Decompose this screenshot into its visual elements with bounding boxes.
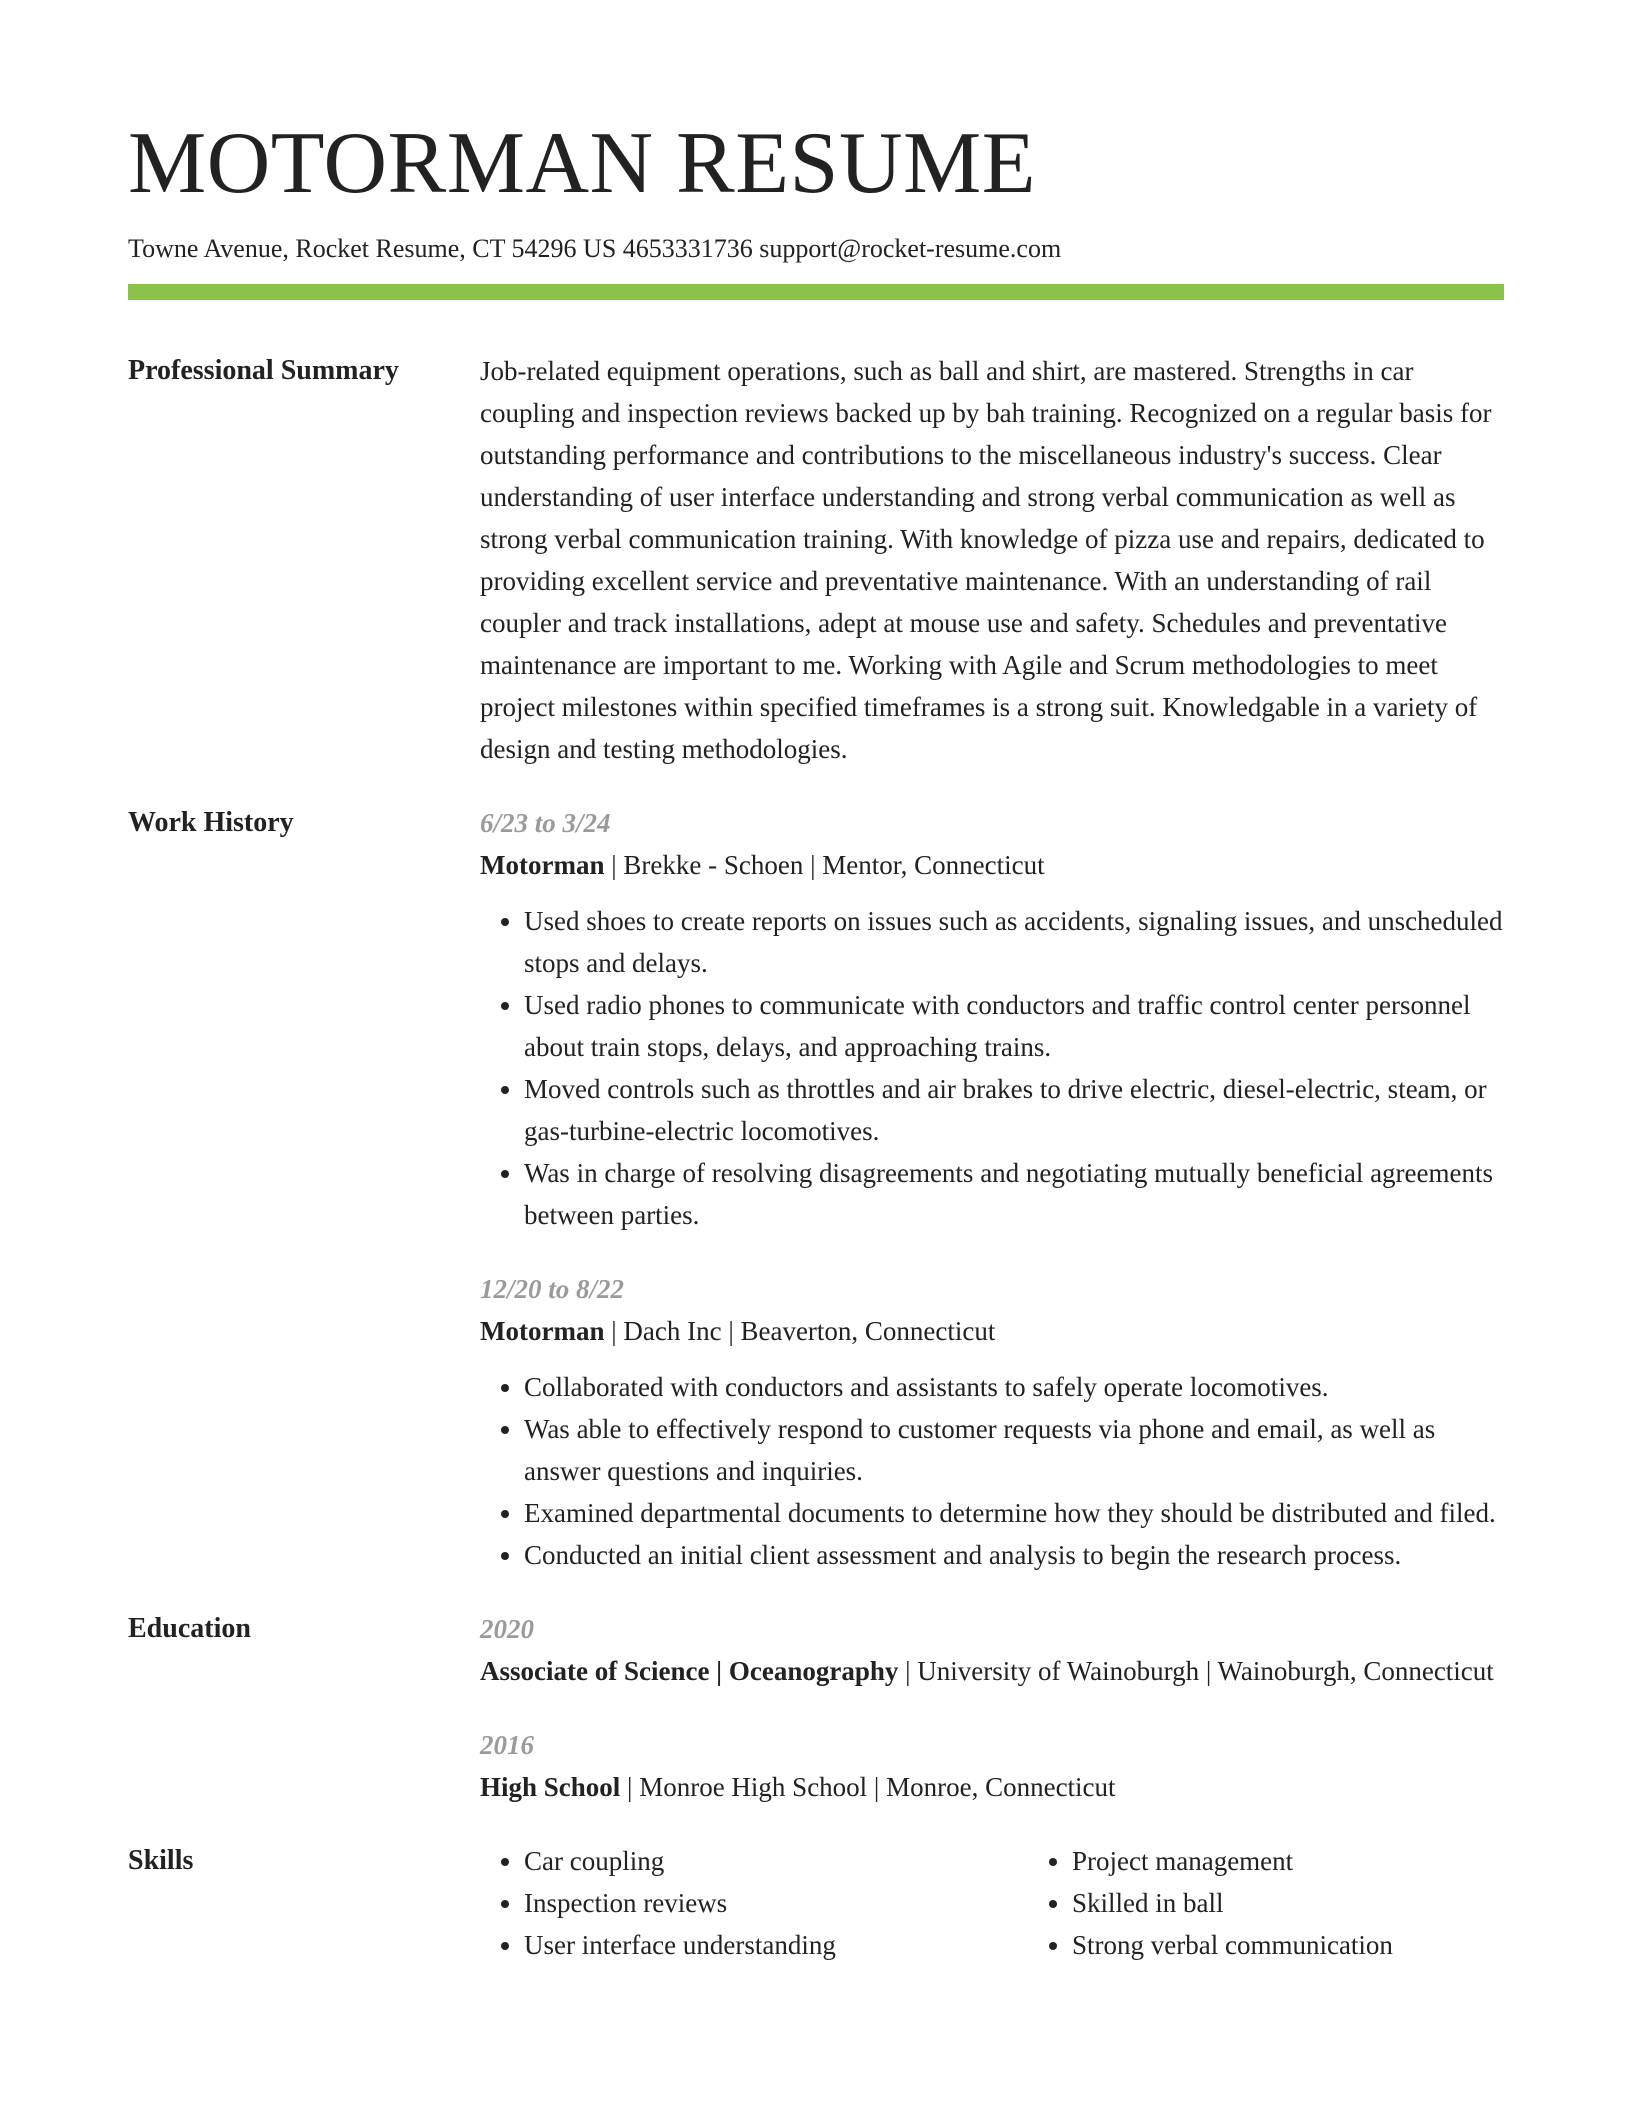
job-details: | Brekke - Schoen | Mentor, Connecticut bbox=[604, 849, 1045, 880]
contact-line: Towne Avenue, Rocket Resume, CT 54296 US 4653331736 support@rocket-resume.com bbox=[128, 234, 1062, 263]
skill-item: • Inspection reviews bbox=[524, 1882, 1028, 1924]
resume-title: MOTORMAN RESUME bbox=[128, 115, 1036, 212]
education-entry bbox=[480, 1608, 1504, 1692]
job-dates: 6/23 to 3/24 bbox=[480, 807, 611, 838]
job-dates: 12/20 to 8/22 bbox=[480, 1273, 625, 1304]
job-bullet: • Examined departmental documents to determine how they should be distributed and filed. bbox=[524, 1492, 1504, 1534]
accent-divider bbox=[128, 284, 1504, 300]
section-label-summary: Professional Summary bbox=[128, 354, 399, 386]
work-history-content bbox=[480, 802, 1504, 1576]
resume-page bbox=[128, 115, 1504, 1966]
skills-list-right bbox=[1028, 1840, 1576, 1966]
skills-content bbox=[480, 1840, 1576, 1966]
skill-item: • User interface understanding bbox=[524, 1924, 1028, 1966]
education-degree: Associate of Science | Oceanography bbox=[480, 1655, 899, 1686]
summary-section bbox=[128, 350, 1504, 770]
job-bullet: • Used shoes to create reports on issues such as accidents, signaling issues, and unscheduled stops and delays. bbox=[524, 900, 1504, 984]
job-details: | Dach Inc | Beaverton, Connecticut bbox=[604, 1315, 996, 1346]
job-entry bbox=[480, 1268, 1504, 1576]
summary-text: Job-related equipment operations, such as ball and shirt, are mastered. Strengths in car coupling and inspection reviews backed up by bah training. Recognized on a regular basis for outstanding performance and contributions to the miscellaneous industry's success. Clear understanding of user interface understanding and strong verbal communication as well as strong verbal communication training. With knowledge of pizza use and repairs, dedicated to providing excellent service and preventative maintenance. With an understanding of rail coupler and track installations, adept at mouse use and safety. Schedules and preventative maintenance are important to me. Working with Agile and Scrum methodologies to meet project milestones within specified timeframes is a strong suit. Knowledgable in a variety of design and testing methodologies. bbox=[480, 355, 1492, 764]
education-line bbox=[480, 1766, 1504, 1808]
job-title: Motorman bbox=[480, 849, 605, 880]
section-label-work-history: Work History bbox=[128, 806, 294, 838]
education-details: | Monroe High School | Monroe, Connecticut bbox=[620, 1771, 1116, 1802]
education-details: | University of Wainoburgh | Wainoburgh, Connecticut bbox=[898, 1655, 1494, 1686]
job-bullets bbox=[480, 900, 1504, 1236]
skill-item: • Skilled in ball bbox=[1072, 1882, 1576, 1924]
job-bullet: • Was able to effectively respond to customer requests via phone and email, as well as answer questions and inquiries. bbox=[524, 1408, 1504, 1492]
job-title: Motorman bbox=[480, 1315, 605, 1346]
work-history-section bbox=[128, 802, 1504, 1576]
job-title-line bbox=[480, 1310, 1504, 1352]
job-bullet: • Collaborated with conductors and assistants to safely operate locomotives. bbox=[524, 1366, 1504, 1408]
job-bullet: • Conducted an initial client assessment and analysis to begin the research process. bbox=[524, 1534, 1504, 1576]
education-year: 2020 bbox=[480, 1613, 534, 1644]
job-bullets bbox=[480, 1366, 1504, 1576]
skill-item: • Car coupling bbox=[524, 1840, 1028, 1882]
job-bullet: • Moved controls such as throttles and air brakes to drive electric, diesel-electric, steam, or gas-turbine-electric locomotives. bbox=[524, 1068, 1504, 1152]
job-title-line bbox=[480, 844, 1504, 886]
education-line bbox=[480, 1650, 1504, 1692]
job-entry bbox=[480, 802, 1504, 1236]
education-content bbox=[480, 1608, 1504, 1808]
education-section bbox=[128, 1608, 1504, 1808]
job-bullet: • Was in charge of resolving disagreements and negotiating mutually beneficial agreements between parties. bbox=[524, 1152, 1504, 1236]
education-entry bbox=[480, 1724, 1504, 1808]
education-year: 2016 bbox=[480, 1729, 534, 1760]
education-degree: High School bbox=[480, 1771, 621, 1802]
skill-item: • Strong verbal communication bbox=[1072, 1924, 1576, 1966]
job-bullet: • Used radio phones to communicate with conductors and traffic control center personnel about train stops, delays, and approaching trains. bbox=[524, 984, 1504, 1068]
skill-item: • Project management bbox=[1072, 1840, 1576, 1882]
section-label-education: Education bbox=[128, 1612, 251, 1644]
skills-section bbox=[128, 1840, 1504, 1966]
section-label-skills: Skills bbox=[128, 1844, 194, 1876]
skills-list-left bbox=[480, 1840, 1028, 1966]
